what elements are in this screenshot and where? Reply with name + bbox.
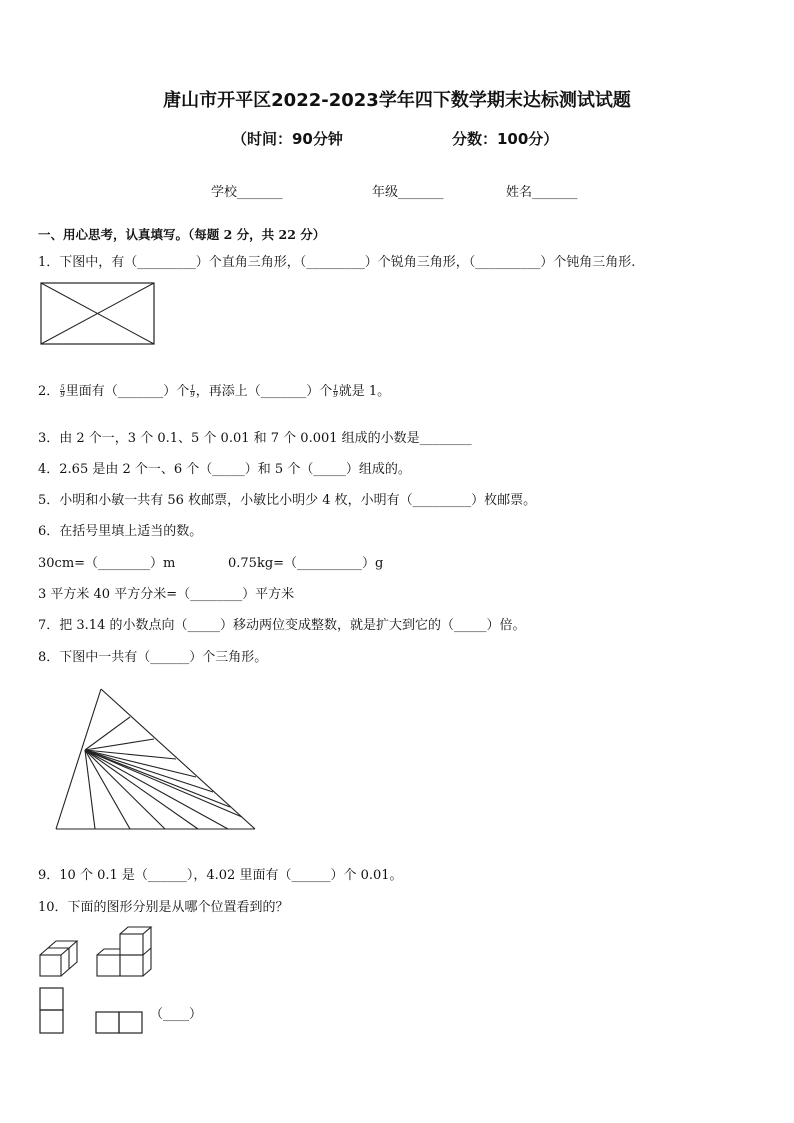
fraction-numerator: 5 xyxy=(60,384,65,392)
question-8: 8．下图中一共有（______）个三角形。 xyxy=(38,650,268,665)
question-9: 9．10 个 0.1 是（______），4.02 里面有（______）个 0.01。 xyxy=(38,868,403,883)
question-6a: 30cm=（________）m xyxy=(38,556,176,571)
cube-stack-figures xyxy=(38,920,160,980)
rectangle-diagonals-figure xyxy=(40,282,156,346)
school-field: 学校_______ xyxy=(211,185,283,200)
fraction-5-9 xyxy=(60,385,64,398)
question-6c: 3 平方米 40 平方分米=（________）平方米 xyxy=(38,587,295,602)
fraction-denominator: 9 xyxy=(190,391,195,399)
question-10: 10．下面的图形分别是从哪个位置看到的？ xyxy=(38,900,289,915)
fraction-1-9 xyxy=(333,385,337,398)
question-6b: 0.75kg=（__________）g xyxy=(228,556,384,571)
question-6: 6．在括号里填上适当的数。 xyxy=(38,524,203,539)
section-heading: 一、用心思考，认真填写。（每题 2 分，共 22 分） xyxy=(38,227,326,242)
fraction-denominator: 9 xyxy=(333,391,338,399)
q2-part1: 里面有（_______）个 xyxy=(65,384,190,399)
page-title: 唐山市开平区2022-2023学年四下数学期末达标测试试题 xyxy=(163,90,631,111)
q2-prefix: 2． xyxy=(38,384,60,399)
exam-score: 分数：100分） xyxy=(452,130,559,148)
fraction-denominator: 9 xyxy=(60,391,65,399)
q2-part2: ，再添上（_______）个 xyxy=(195,384,333,399)
question-3: 3．由 2 个一，3 个 0.1、5 个 0.01 和 7 个 0.001 组成的小数是________ xyxy=(38,431,472,446)
triangle-fan-figure xyxy=(50,686,262,834)
question-7: 7．把 3.14 的小数点向（_____）移动两位变成整数，就是扩大到它的（_____）倍。 xyxy=(38,618,526,633)
view-shapes-figure xyxy=(38,986,158,1036)
question-1: 1．下图中，有（_________）个直角三角形，（_________）个锐角三角形，（__________）个钝角三角形. xyxy=(38,255,636,270)
name-field: 姓名_______ xyxy=(506,185,578,200)
exam-time: （时间：90分钟 xyxy=(232,130,343,148)
question-4: 4．2.65 是由 2 个一、6 个（_____）和 5 个（_____）组成的。 xyxy=(38,462,411,477)
q2-part3: 就是 1。 xyxy=(338,384,391,399)
fraction-numerator: 1 xyxy=(333,384,338,392)
grade-field: 年级_______ xyxy=(372,185,444,200)
fraction-numerator: 1 xyxy=(190,384,195,392)
question-2 xyxy=(38,380,390,399)
answer-blank[interactable]: （____） xyxy=(150,1007,203,1022)
question-5: 5．小明和小敏一共有 56 枚邮票，小敏比小明少 4 枚，小明有（_________）枚邮票。 xyxy=(38,493,537,508)
fraction-1-9 xyxy=(190,385,194,398)
